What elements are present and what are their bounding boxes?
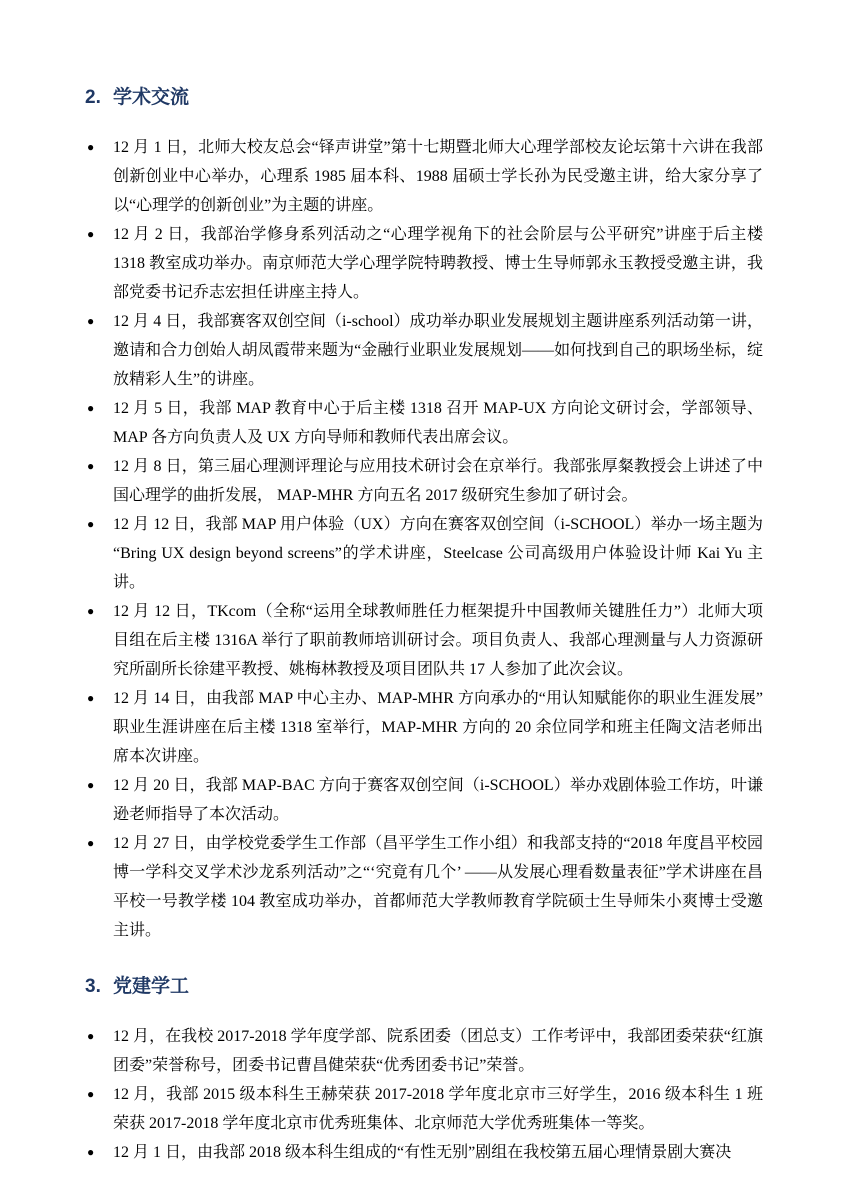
list-item-text: 12 月 5 日，我部 MAP 教育中心于后主楼 1318 召开 MAP-UX 方向论文研讨会，学部领导、MAP 各方向负责人及 UX 方向导师和教师代表出席会议。 <box>113 400 763 446</box>
list-item <box>85 220 763 307</box>
section-number: 2. <box>85 87 101 108</box>
list-item-text: 12 月 12 日，我部 MAP 用户体验（UX）方向在赛客双创空间（i-SCHOOL）举办一场主题为“Bring UX design beyond screens”的学术讲座，Steelcase 公司高级用户体验设计师 Kai Yu 主讲。 <box>113 516 763 591</box>
list-item-text: 12 月 2 日，我部治学修身系列活动之“心理学视角下的社会阶层与公平研究”讲座于后主楼 1318 教室成功举办。南京师范大学心理学院特聘教授、博士生导师郭永玉教授受邀主讲，我部党委书记乔志宏担任讲座主持人。 <box>113 226 763 301</box>
list-item <box>85 1138 763 1167</box>
list-item-text: 12 月 4 日，我部赛客双创空间（i-school）成功举办职业发展规划主题讲座系列活动第一讲，邀请和合力创始人胡凤霞带来题为“金融行业职业发展规划——如何找到自己的职场坐标，绽放精彩人生”的讲座。 <box>113 313 763 388</box>
list-item-text: 12 月 14 日，由我部 MAP 中心主办、MAP-MHR 方向承办的“用认知赋能你的职业生涯发展”职业生涯讲座在后主楼 1318 室举行，MAP-MHR 方向的 20 余位同学和班主任陶文洁老师出席本次讲座。 <box>113 690 763 765</box>
section-heading-party <box>85 975 763 999</box>
list-item-text: 12 月 12 日，TKcom（全称“运用全球教师胜任力框架提升中国教师关键胜任力”）北师大项目组在后主楼 1316A 举行了职前教师培训研讨会。项目负责人、我部心理测量与人力资源研究所副所长徐建平教授、姚梅林教授及项目团队共 17 人参加了此次会议。 <box>113 603 763 678</box>
bullet-icon: ● <box>87 517 95 531</box>
list-item <box>85 684 763 771</box>
list-item-text: 12 月 1 日，北师大校友总会“铎声讲堂”第十七期暨北师大心理学部校友论坛第十六讲在我部创新创业中心举办，心理系 1985 届本科、1988 届硕士学长孙为民受邀主讲，给大家分享了以“心理学的创新创业”为主题的讲座。 <box>113 139 763 214</box>
bullet-icon: ● <box>87 459 95 473</box>
list-item <box>85 394 763 452</box>
bullet-icon: ● <box>87 778 95 792</box>
list-item-text: 12 月 20 日，我部 MAP-BAC 方向于赛客双创空间（i-SCHOOL）举办戏剧体验工作坊，叶谦逊老师指导了本次活动。 <box>113 777 763 823</box>
bullet-icon: ● <box>87 1029 95 1043</box>
list-item <box>85 1022 763 1080</box>
list-item <box>85 452 763 510</box>
party-bullet-list <box>85 1022 763 1167</box>
list-item <box>85 510 763 597</box>
bullet-icon: ● <box>87 604 95 618</box>
bullet-icon: ● <box>87 691 95 705</box>
bullet-icon: ● <box>87 1145 95 1159</box>
bullet-icon: ● <box>87 314 95 328</box>
bullet-icon: ● <box>87 836 95 850</box>
section-title: 学术交流 <box>113 87 190 108</box>
list-item-text: 12 月 1 日，由我部 2018 级本科生组成的“有性无别”剧组在我校第五届心理情景剧大赛决 <box>113 1144 732 1161</box>
academic-bullet-list <box>85 133 763 945</box>
section-title: 党建学工 <box>113 976 190 997</box>
list-item <box>85 771 763 829</box>
list-item <box>85 307 763 394</box>
list-item-text: 12 月，我部 2015 级本科生王赫荣获 2017-2018 学年度北京市三好学生，2016 级本科生 1 班荣获 2017-2018 学年度北京市优秀班集体、北京师范大学优秀班集体一等奖。 <box>113 1086 763 1132</box>
section-party-student-work <box>85 975 763 1167</box>
section-heading-academic <box>85 86 763 110</box>
list-item <box>85 133 763 220</box>
list-item <box>85 829 763 945</box>
list-item <box>85 1080 763 1138</box>
bullet-icon: ● <box>87 227 95 241</box>
list-item-text: 12 月 27 日，由学校党委学生工作部（昌平学生工作小组）和我部支持的“2018 年度昌平校园博一学科交叉学术沙龙系列活动”之“‘究竟有几个’ ——从发展心理看数量表征”学术讲座在昌平校一号教学楼 104 教室成功举办，首都师范大学教师教育学院硕士生导师朱小爽博士受邀主讲。 <box>113 835 763 939</box>
bullet-icon: ● <box>87 1087 95 1101</box>
list-item-text: 12 月，在我校 2017-2018 学年度学部、院系团委（团总支）工作考评中，我部团委荣获“红旗团委”荣誉称号，团委书记曹昌健荣获“优秀团委书记”荣誉。 <box>113 1028 763 1074</box>
section-academic-exchange <box>85 86 763 945</box>
bullet-icon: ● <box>87 401 95 415</box>
list-item-text: 12 月 8 日，第三届心理测评理论与应用技术研讨会在京举行。我部张厚粲教授会上讲述了中国心理学的曲折发展， MAP-MHR 方向五名 2017 级研究生参加了研讨会。 <box>113 458 763 504</box>
list-item <box>85 597 763 684</box>
bullet-icon: ● <box>87 140 95 154</box>
section-number: 3. <box>85 976 101 997</box>
